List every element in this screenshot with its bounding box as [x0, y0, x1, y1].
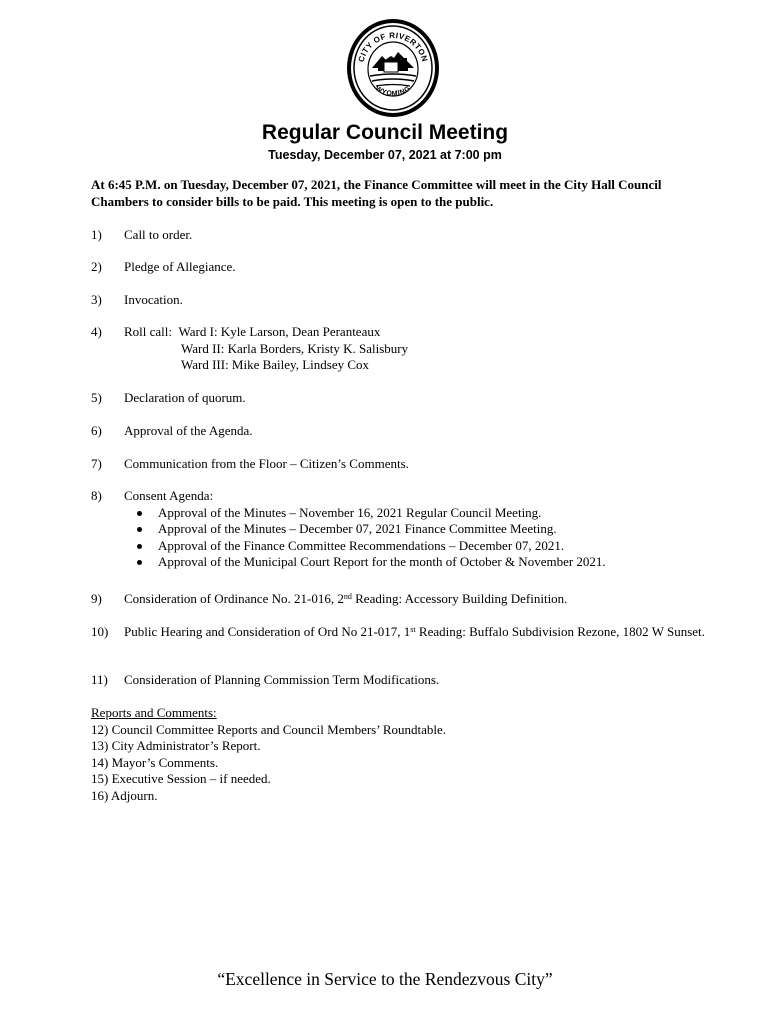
ward-2-members: Ward II: Karla Borders, Kristy K. Salisbury: [181, 340, 409, 356]
consent-agenda: [124, 488, 714, 571]
item-number: 7): [91, 456, 102, 471]
footer-motto: “Excellence in Service to the Rendezvous City”: [217, 969, 553, 989]
page-title: Regular Council Meeting: [261, 121, 509, 144]
item-number: 5): [91, 390, 102, 405]
item-text: Consideration of Planning Commission Term Modifications.: [124, 672, 440, 687]
item-number: 8): [91, 488, 102, 503]
item-number: 11): [91, 672, 108, 687]
roll-call: [124, 324, 714, 374]
reports-section: [91, 705, 711, 804]
item-text: Invocation.: [124, 292, 183, 307]
item-text: Declaration of quorum.: [124, 390, 246, 405]
item-text: Public Hearing and Consideration of Ord No 21-017, 1st Reading: Buffalo Subdivision Rezone, 1802 W Sunset.: [124, 624, 705, 639]
ward-1-members: Ward I: Kyle Larson, Dean Peranteaux: [178, 324, 381, 339]
consent-agenda-list: [124, 505, 714, 571]
item-text: Pledge of Allegiance.: [124, 259, 236, 274]
consent-item: Approval of the Finance Committee Recommendations – December 07, 2021.: [124, 538, 714, 555]
consent-item: Approval of the Minutes – December 07, 2021 Finance Committee Meeting.: [124, 521, 714, 538]
item-number: 6): [91, 423, 102, 438]
item-text: Call to order.: [124, 227, 193, 242]
item-text: Consideration of Ordinance No. 21-016, 2nd Reading: Accessory Building Definition.: [124, 591, 568, 606]
item-number: 9): [91, 591, 102, 606]
consent-agenda-label: Consent Agenda:: [124, 488, 214, 503]
consent-item: Approval of the Municipal Court Report for the month of October & November 2021.: [124, 554, 714, 571]
report-item: 16) Adjourn.: [91, 787, 158, 803]
roll-call-label: Roll call:: [124, 324, 173, 339]
finance-committee-notice: At 6:45 P.M. on Tuesday, December 07, 2021, the Finance Committee will meet in the City Hall Council Chambers to consider bills to be paid. This meeting is open to the public.: [91, 177, 662, 209]
item-text: Approval of the Agenda.: [124, 423, 253, 438]
report-item: 12) Council Committee Reports and Council Members’ Roundtable.: [91, 721, 447, 737]
item-text: Communication from the Floor – Citizen’s Comments.: [124, 456, 409, 471]
city-seal-logo: [346, 18, 440, 118]
item-number: 1): [91, 227, 102, 242]
item-number: 4): [91, 324, 102, 339]
item-number: 10): [91, 624, 109, 639]
item-number: 3): [91, 292, 102, 307]
svg-text:CITY OF RIVERTON: CITY OF RIVERTON: [356, 30, 430, 64]
ward-3-members: Ward III: Mike Bailey, Lindsey Cox: [181, 357, 370, 372]
meeting-date: Tuesday, December 07, 2021 at 7:00 pm: [268, 148, 502, 162]
report-item: 14) Mayor’s Comments.: [91, 754, 219, 770]
report-item: 13) City Administrator’s Report.: [91, 738, 261, 753]
consent-item: Approval of the Minutes – November 16, 2021 Regular Council Meeting.: [124, 505, 714, 522]
item-number: 2): [91, 259, 102, 274]
svg-text:WYOMING: WYOMING: [373, 85, 413, 98]
report-item: 15) Executive Session – if needed.: [91, 771, 271, 786]
reports-heading: Reports and Comments:: [91, 705, 217, 720]
